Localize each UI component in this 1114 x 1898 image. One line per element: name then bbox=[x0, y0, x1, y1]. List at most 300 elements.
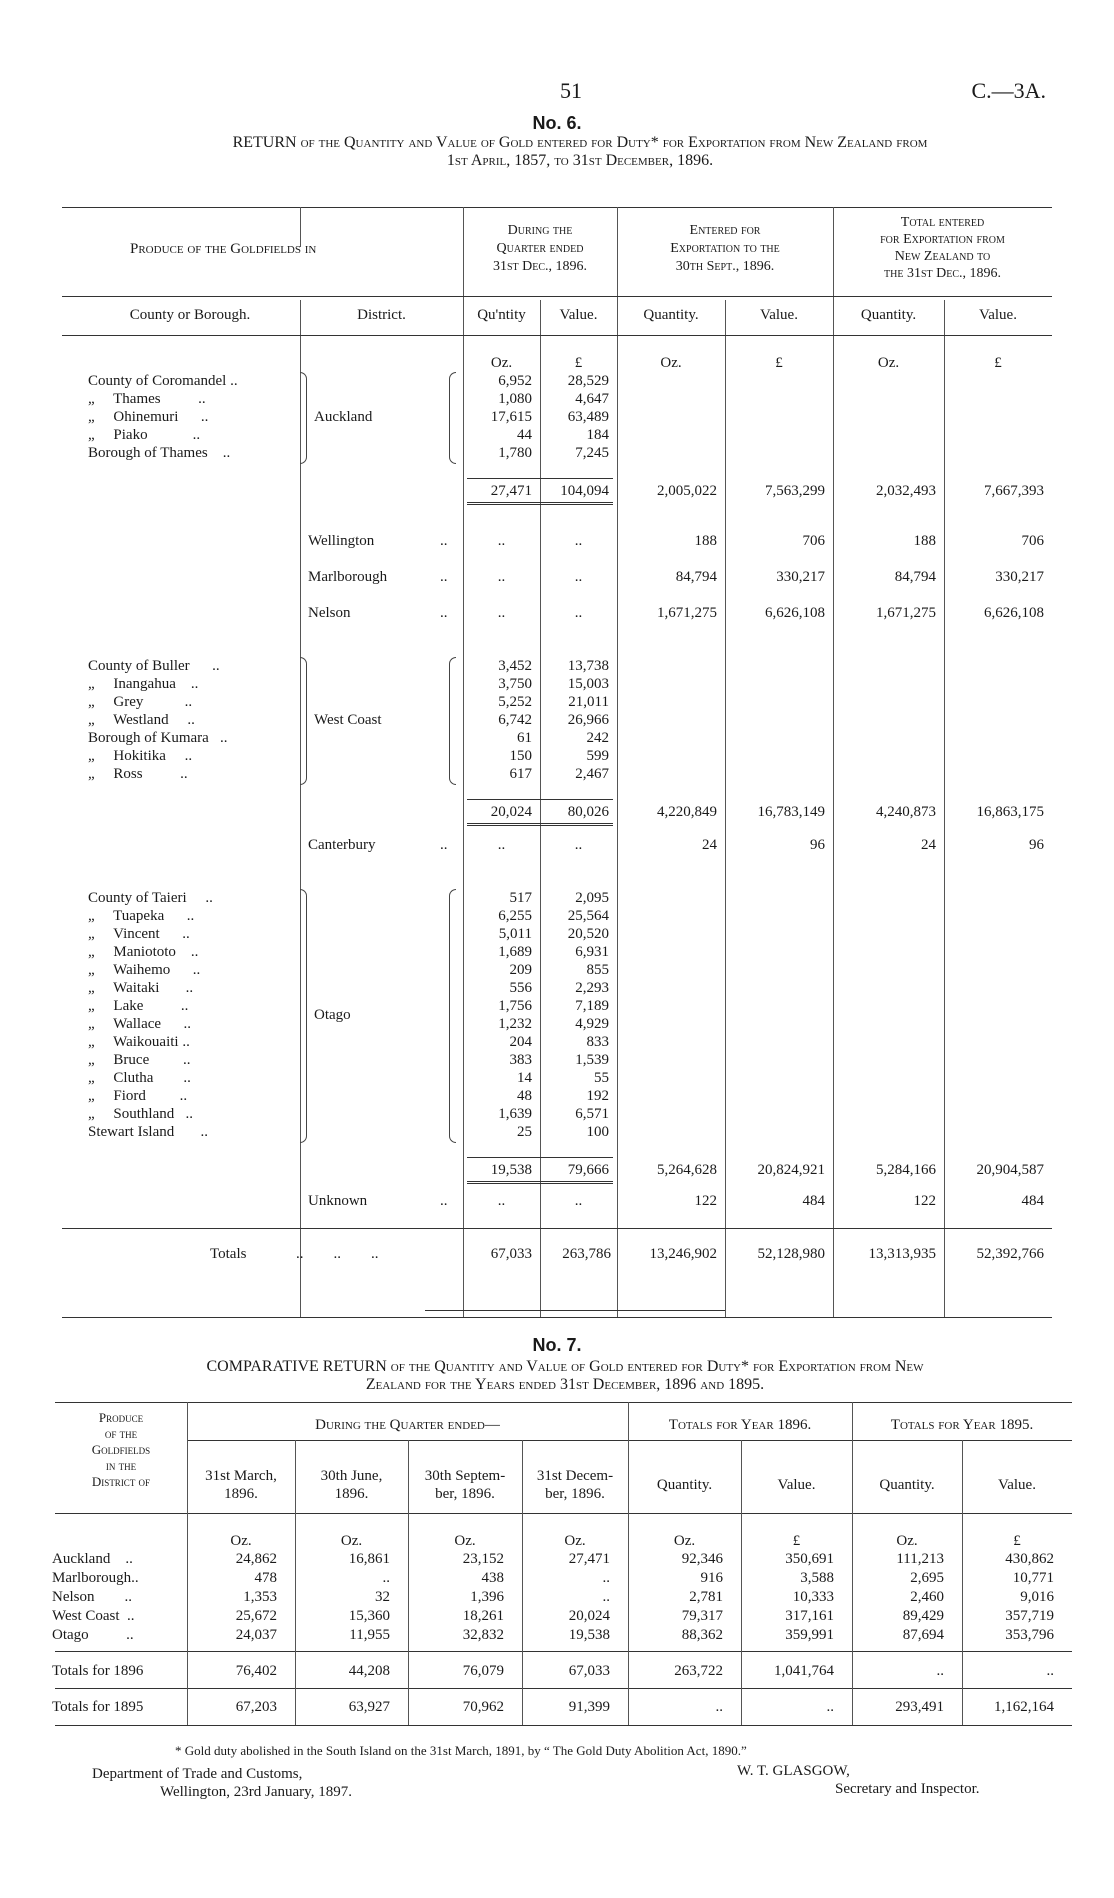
unit-label: £ bbox=[792, 1533, 801, 1549]
quantity-value: 61 bbox=[517, 730, 532, 746]
column-rule bbox=[833, 207, 834, 1317]
data-value: 23,152 bbox=[462, 1551, 504, 1567]
totals-rule bbox=[62, 1228, 1052, 1229]
totals-1895-value: .. bbox=[715, 1699, 723, 1715]
total-quantity: 188 bbox=[913, 533, 936, 549]
entered-value: 7,563,299 bbox=[765, 483, 825, 499]
header-produce: Produce bbox=[98, 1410, 144, 1425]
county-name: County of Taieri .. bbox=[88, 890, 213, 906]
total-value: 16,863,175 bbox=[976, 804, 1044, 820]
leader-dots: .. bbox=[440, 1193, 448, 1209]
district-name: Nelson .. bbox=[52, 1589, 132, 1605]
table7-subtitle-2: Zealand for the Years ended 31st December, 1896 and 1895. bbox=[365, 1376, 765, 1393]
unit-label: Oz. bbox=[564, 1533, 586, 1549]
district-name: Marlborough.. bbox=[52, 1570, 139, 1586]
data-value: 15,360 bbox=[348, 1608, 390, 1624]
total-quantity: 2,032,493 bbox=[876, 483, 936, 499]
entered-quantity: 4,220,849 bbox=[657, 804, 717, 820]
signatory-name: W. T. GLASGOW, bbox=[737, 1763, 850, 1779]
brace-left bbox=[449, 889, 456, 1143]
district-name: Otago bbox=[314, 1007, 351, 1023]
unit-label: £ bbox=[775, 355, 783, 371]
totals-1896-label: Totals for 1896 bbox=[52, 1663, 144, 1679]
value-amount: 242 bbox=[586, 730, 609, 746]
quantity-value: 48 bbox=[517, 1088, 532, 1104]
value-amount: 25,564 bbox=[567, 908, 609, 924]
header-quarter: Quarter ended bbox=[496, 241, 584, 256]
leader-dots: .. bbox=[440, 533, 448, 549]
data-value: 20,024 bbox=[568, 1608, 610, 1624]
value-amount: 20,520 bbox=[567, 926, 609, 942]
county-name: Borough of Kumara .. bbox=[88, 730, 228, 746]
leader-dots: .. bbox=[440, 569, 448, 585]
quantity-value: 1,080 bbox=[498, 391, 532, 407]
header-produce: District of bbox=[91, 1474, 151, 1489]
county-name: „ Clutha .. bbox=[88, 1070, 191, 1086]
quantity-value: 17,615 bbox=[490, 409, 532, 425]
leader-dots: .. .. .. bbox=[296, 1246, 379, 1262]
county-name: „ Wallace .. bbox=[88, 1016, 192, 1032]
header-quarter-date: 31st Decem- bbox=[536, 1468, 614, 1484]
empty-dots: .. bbox=[497, 533, 506, 549]
unit-label: Oz. bbox=[877, 355, 900, 371]
district-name: Marlborough bbox=[308, 569, 388, 585]
header-county: County or Borough. bbox=[129, 307, 251, 323]
value-amount: 2,095 bbox=[575, 890, 609, 906]
totals-1896-value: .. bbox=[936, 1663, 944, 1679]
value-amount: 833 bbox=[586, 1034, 609, 1050]
entered-value: 16,783,149 bbox=[757, 804, 825, 820]
value-amount: 2,467 bbox=[575, 766, 609, 782]
brace-left bbox=[449, 657, 456, 785]
data-value: 357,719 bbox=[1005, 1608, 1054, 1624]
quantity-value: 204 bbox=[509, 1034, 532, 1050]
header-entered: 30th Sept., 1896. bbox=[675, 259, 775, 274]
county-name: „ Southland .. bbox=[88, 1106, 193, 1122]
header-entered: Exportation to the bbox=[670, 241, 780, 256]
data-value: 87,694 bbox=[902, 1627, 944, 1643]
total-value: 330,217 bbox=[995, 569, 1044, 585]
district-name: Unknown bbox=[308, 1193, 368, 1209]
leader-dots: .. bbox=[440, 605, 448, 621]
data-value: 438 bbox=[481, 1570, 504, 1586]
table6-header-rule bbox=[62, 296, 1052, 297]
header-value: Value. bbox=[777, 1477, 816, 1493]
subtotal-quantity: 19,538 bbox=[490, 1162, 532, 1178]
header-value: Value. bbox=[559, 307, 598, 323]
header-quantity: Quantity. bbox=[879, 1477, 935, 1493]
quantity-value: 556 bbox=[509, 980, 532, 996]
data-value: 430,862 bbox=[1005, 1551, 1054, 1567]
data-value: 27,471 bbox=[568, 1551, 610, 1567]
totals-1895-value: 63,927 bbox=[348, 1699, 390, 1715]
value-amount: 13,738 bbox=[567, 658, 609, 674]
value-amount: 7,189 bbox=[575, 998, 609, 1014]
value-amount: 4,929 bbox=[575, 1016, 609, 1032]
header-quarter-date: ber, 1896. bbox=[545, 1486, 605, 1502]
totals-1895-value: .. bbox=[826, 1699, 834, 1715]
county-name: „ Inangahua .. bbox=[88, 676, 199, 692]
data-value: 11,955 bbox=[349, 1627, 390, 1643]
document-code: C.—3A. bbox=[971, 78, 1046, 103]
header-quarter: During the Quarter ended— bbox=[315, 1417, 500, 1433]
quantity-value: 6,742 bbox=[498, 712, 532, 728]
quantity-value: 6,952 bbox=[498, 373, 532, 389]
table7-header-rule bbox=[55, 1513, 1072, 1514]
value-amount: 855 bbox=[586, 962, 609, 978]
header-value: Value. bbox=[760, 307, 798, 323]
data-value: 18,261 bbox=[462, 1608, 504, 1624]
district-name: Auckland bbox=[314, 409, 373, 425]
county-name: „ Waihemo .. bbox=[88, 962, 201, 978]
entered-value: 96 bbox=[810, 837, 825, 853]
value-amount: 184 bbox=[586, 427, 609, 443]
table7-title: No. 7. bbox=[532, 1335, 582, 1355]
data-value: 353,796 bbox=[1005, 1627, 1054, 1643]
table6-subtitle: RETURN of the Quantity and Value of Gold entered for Duty* for Exportation from New Zealand from bbox=[232, 134, 928, 151]
totals-1896-value: .. bbox=[1046, 1663, 1054, 1679]
unit-label: £ bbox=[574, 355, 583, 371]
total-value: 484 bbox=[1021, 1193, 1044, 1209]
county-name: „ Lake .. bbox=[88, 998, 189, 1014]
quantity-value: 14 bbox=[517, 1070, 532, 1086]
header-quarter-date: 31st March, bbox=[205, 1468, 277, 1484]
data-value: 24,862 bbox=[235, 1551, 277, 1567]
header-totals-1896: Totals for Year 1896. bbox=[668, 1417, 812, 1433]
total-quantity: 1,671,275 bbox=[876, 605, 936, 621]
header-quantity: Quantity. bbox=[643, 307, 699, 323]
unit-label: Oz. bbox=[673, 1533, 696, 1549]
header-value: Value. bbox=[998, 1477, 1036, 1493]
subtotal-rule bbox=[467, 1157, 613, 1158]
quantity-value: 1,756 bbox=[498, 998, 532, 1014]
district-name: Otago .. bbox=[52, 1627, 134, 1643]
district-name: West Coast .. bbox=[52, 1608, 135, 1624]
totals-1896-value: 263,722 bbox=[674, 1663, 723, 1679]
entered-value: 20,824,921 bbox=[757, 1162, 825, 1178]
value-amount: 26,966 bbox=[567, 712, 609, 728]
value-amount: 2,293 bbox=[575, 980, 609, 996]
totals-1896-value: 44,208 bbox=[348, 1663, 390, 1679]
subtotal-value: 79,666 bbox=[567, 1162, 609, 1178]
district-name: Auckland .. bbox=[52, 1551, 133, 1567]
signatory-title: Secretary and Inspector. bbox=[835, 1781, 980, 1797]
totals-entered-value: 52,128,980 bbox=[757, 1246, 825, 1262]
header-quarter-date: 1896. bbox=[224, 1486, 258, 1502]
table7-totals-rule bbox=[55, 1651, 1072, 1652]
column-rule bbox=[617, 207, 618, 1317]
header-value: Value. bbox=[979, 307, 1017, 323]
totals-1895-value: 1,162,164 bbox=[994, 1699, 1054, 1715]
data-value: 2,695 bbox=[910, 1570, 944, 1586]
data-value: 111,213 bbox=[896, 1551, 944, 1567]
value-amount: 7,245 bbox=[575, 445, 609, 461]
totals-1895-value: 91,399 bbox=[568, 1699, 610, 1715]
header-total: for Exportation from bbox=[880, 232, 1005, 247]
quantity-value: 517 bbox=[509, 890, 532, 906]
data-value: 3,588 bbox=[800, 1570, 834, 1586]
unit-label: £ bbox=[1013, 1533, 1021, 1549]
entered-quantity: 2,005,022 bbox=[657, 483, 717, 499]
data-value: 32,832 bbox=[462, 1627, 504, 1643]
data-value: 478 bbox=[254, 1570, 277, 1586]
totals-value: 263,786 bbox=[562, 1246, 611, 1262]
total-value: 20,904,587 bbox=[976, 1162, 1044, 1178]
subtotal-quantity: 27,471 bbox=[490, 483, 532, 499]
value-amount: 63,489 bbox=[567, 409, 609, 425]
empty-dots: .. bbox=[574, 837, 583, 853]
value-amount: 100 bbox=[586, 1124, 609, 1140]
county-name: Stewart Island .. bbox=[88, 1124, 208, 1140]
quantity-value: 1,639 bbox=[498, 1106, 532, 1122]
empty-dots: .. bbox=[497, 605, 506, 621]
total-quantity: 4,240,873 bbox=[876, 804, 936, 820]
data-value: 79,317 bbox=[681, 1608, 723, 1624]
entered-quantity: 188 bbox=[694, 533, 717, 549]
entered-value: 484 bbox=[802, 1193, 825, 1209]
page-number: 51 bbox=[560, 78, 582, 103]
unit-label: Oz. bbox=[454, 1533, 476, 1549]
totals-1896-value: 76,402 bbox=[235, 1663, 277, 1679]
district-name: Wellington bbox=[308, 533, 375, 549]
header-total: the 31st Dec., 1896. bbox=[884, 266, 1001, 281]
header-produce: Goldfields bbox=[91, 1442, 151, 1457]
quantity-value: 150 bbox=[509, 748, 532, 764]
header-quarter: During the bbox=[507, 223, 573, 238]
unit-label: £ bbox=[994, 355, 1002, 371]
quantity-value: 1,780 bbox=[498, 445, 532, 461]
value-amount: 21,011 bbox=[568, 694, 609, 710]
value-amount: 6,931 bbox=[575, 944, 609, 960]
data-value: 359,991 bbox=[785, 1627, 834, 1643]
separator-rule bbox=[425, 1310, 725, 1311]
header-produce: Produce of the Goldfields in bbox=[130, 241, 317, 257]
county-name: „ Maniototo .. bbox=[88, 944, 199, 960]
header-entered: Entered for bbox=[689, 223, 761, 238]
data-value: 19,538 bbox=[568, 1627, 610, 1643]
quantity-value: 383 bbox=[509, 1052, 532, 1068]
header-quantity: Quantity. bbox=[860, 307, 917, 323]
county-name: „ Grey .. bbox=[88, 694, 193, 710]
entered-quantity: 24 bbox=[702, 837, 717, 853]
header-quarter: 31st Dec., 1896. bbox=[492, 259, 588, 274]
unit-label: Oz. bbox=[490, 355, 513, 371]
brace-right bbox=[300, 657, 307, 785]
subtotal-quantity: 20,024 bbox=[490, 804, 532, 820]
table7-totals-rule bbox=[55, 1688, 1072, 1689]
quantity-value: 5,011 bbox=[498, 926, 532, 942]
data-value: 350,691 bbox=[785, 1551, 834, 1567]
data-value: 1,396 bbox=[470, 1589, 504, 1605]
entered-quantity: 5,264,628 bbox=[657, 1162, 717, 1178]
value-amount: 192 bbox=[586, 1088, 609, 1104]
unit-label: Oz. bbox=[340, 1533, 363, 1549]
county-name: „ Ohinemuri .. bbox=[88, 409, 209, 425]
table6-bottom-rule bbox=[62, 1317, 1052, 1318]
table7-subtitle: COMPARATIVE RETURN of the Quantity and Value of Gold entered for Duty* for Exportation from New bbox=[206, 1358, 924, 1375]
total-value: 96 bbox=[1029, 837, 1044, 853]
district-name: Nelson bbox=[308, 605, 351, 621]
total-quantity: 24 bbox=[921, 837, 936, 853]
empty-dots: .. bbox=[574, 533, 583, 549]
department-location: Wellington, 23rd January, 1897. bbox=[160, 1784, 352, 1800]
totals-label: Totals bbox=[210, 1246, 247, 1262]
data-value: 88,362 bbox=[681, 1627, 723, 1643]
data-value: 916 bbox=[700, 1570, 723, 1586]
value-amount: 15,003 bbox=[567, 676, 609, 692]
table6-top-rule bbox=[62, 207, 1052, 208]
table6-title: No. 6. bbox=[532, 113, 582, 133]
county-name: „ Thames .. bbox=[88, 391, 206, 407]
county-name: „ Fiord .. bbox=[88, 1088, 188, 1104]
subtotal-rule bbox=[467, 478, 613, 479]
totals-quantity: 67,033 bbox=[490, 1246, 532, 1262]
table7-group-rule bbox=[628, 1440, 1072, 1441]
table6-units-rule bbox=[62, 335, 1052, 336]
header-total: Total entered bbox=[900, 215, 985, 230]
quantity-value: 25 bbox=[517, 1124, 532, 1140]
value-amount: 55 bbox=[594, 1070, 609, 1086]
totals-1895-value: 67,203 bbox=[235, 1699, 277, 1715]
header-total: New Zealand to bbox=[894, 249, 991, 264]
district-name: Canterbury bbox=[308, 837, 376, 853]
county-name: „ Waitaki .. bbox=[88, 980, 194, 996]
header-district: District. bbox=[357, 307, 406, 323]
totals-entered-quantity: 13,246,902 bbox=[649, 1246, 717, 1262]
totals-total-quantity: 13,313,935 bbox=[868, 1246, 936, 1262]
empty-dots: .. bbox=[497, 1193, 506, 1209]
data-value: 32 bbox=[375, 1589, 390, 1605]
header-quantity: Quantity. bbox=[656, 1477, 713, 1493]
data-value: .. bbox=[382, 1570, 390, 1586]
county-name: „ Vincent .. bbox=[88, 926, 190, 942]
quantity-value: 1,232 bbox=[498, 1016, 532, 1032]
quantity-value: 617 bbox=[509, 766, 532, 782]
county-name: „ Westland .. bbox=[88, 712, 195, 728]
data-value: 24,037 bbox=[235, 1627, 277, 1643]
data-value: 2,781 bbox=[689, 1589, 723, 1605]
data-value: 9,016 bbox=[1020, 1589, 1054, 1605]
subtotal-value: 104,094 bbox=[560, 483, 609, 499]
subtotal-value: 80,026 bbox=[567, 804, 609, 820]
department-name: Department of Trade and Customs, bbox=[92, 1766, 303, 1782]
empty-dots: .. bbox=[497, 569, 506, 585]
value-amount: 28,529 bbox=[567, 373, 609, 389]
entered-value: 706 bbox=[802, 533, 825, 549]
quantity-value: 6,255 bbox=[498, 908, 532, 924]
quantity-value: 209 bbox=[509, 962, 532, 978]
entered-quantity: 122 bbox=[694, 1193, 717, 1209]
empty-dots: .. bbox=[574, 605, 583, 621]
county-name: County of Buller .. bbox=[88, 658, 220, 674]
header-quarter-date: 1896. bbox=[334, 1486, 369, 1502]
subtotal-rule bbox=[467, 799, 613, 800]
total-quantity: 84,794 bbox=[894, 569, 936, 585]
entered-value: 6,626,108 bbox=[765, 605, 825, 621]
header-quarter-date: ber, 1896. bbox=[435, 1486, 495, 1502]
totals-1895-value: 70,962 bbox=[462, 1699, 504, 1715]
unit-label: Oz. bbox=[896, 1533, 918, 1549]
value-amount: 4,647 bbox=[575, 391, 609, 407]
total-value: 706 bbox=[1021, 533, 1044, 549]
county-name: Borough of Thames .. bbox=[88, 445, 231, 461]
brace-right bbox=[300, 372, 307, 464]
table7-top-rule bbox=[55, 1402, 1072, 1403]
brace-right bbox=[300, 889, 307, 1143]
quantity-value: 5,252 bbox=[498, 694, 532, 710]
total-quantity: 5,284,166 bbox=[876, 1162, 936, 1178]
value-amount: 599 bbox=[586, 748, 609, 764]
data-value: 92,346 bbox=[681, 1551, 723, 1567]
totals-1896-value: 76,079 bbox=[462, 1663, 504, 1679]
header-quarter-date: 30th June, bbox=[320, 1468, 383, 1484]
subtotal-double-rule bbox=[467, 823, 613, 826]
totals-1895-value: 293,491 bbox=[895, 1699, 944, 1715]
entered-quantity: 1,671,275 bbox=[657, 605, 717, 621]
data-value: 1,353 bbox=[243, 1589, 277, 1605]
entered-quantity: 84,794 bbox=[675, 569, 717, 585]
brace-left bbox=[449, 372, 456, 464]
total-value: 6,626,108 bbox=[984, 605, 1044, 621]
county-name: „ Bruce .. bbox=[88, 1052, 191, 1068]
table7-bottom-rule bbox=[55, 1725, 1072, 1726]
entered-value: 330,217 bbox=[776, 569, 825, 585]
subtotal-double-rule bbox=[467, 502, 613, 505]
header-produce: in the bbox=[105, 1458, 137, 1473]
data-value: 89,429 bbox=[902, 1608, 944, 1624]
value-amount: 6,571 bbox=[575, 1106, 609, 1122]
unit-label: Oz. bbox=[660, 355, 682, 371]
county-name: „ Waikouaiti .. bbox=[88, 1034, 190, 1050]
header-totals-1895: Totals for Year 1895. bbox=[890, 1417, 1034, 1433]
district-name: West Coast bbox=[314, 712, 382, 728]
totals-1896-value: 1,041,764 bbox=[774, 1663, 834, 1679]
quantity-value: 3,750 bbox=[498, 676, 532, 692]
county-name: „ Tuapeka .. bbox=[88, 908, 195, 924]
data-value: .. bbox=[602, 1570, 610, 1586]
value-amount: 1,539 bbox=[575, 1052, 609, 1068]
leader-dots: .. bbox=[440, 837, 448, 853]
quantity-value: 1,689 bbox=[498, 944, 532, 960]
unit-label: Oz. bbox=[230, 1533, 252, 1549]
quantity-value: 3,452 bbox=[498, 658, 532, 674]
table6-subtitle-2: 1st April, 1857, to 31st December, 1896. bbox=[446, 152, 714, 169]
county-name: County of Coromandel .. bbox=[88, 373, 238, 389]
data-value: 16,861 bbox=[348, 1551, 390, 1567]
subtotal-double-rule bbox=[467, 1181, 613, 1184]
total-value: 7,667,393 bbox=[984, 483, 1044, 499]
header-quarter-date: 30th Septem- bbox=[424, 1468, 506, 1484]
totals-total-value: 52,392,766 bbox=[976, 1246, 1044, 1262]
data-value: 10,771 bbox=[1012, 1570, 1054, 1586]
data-value: .. bbox=[602, 1589, 610, 1605]
quantity-value: 44 bbox=[517, 427, 532, 443]
empty-dots: .. bbox=[574, 1193, 583, 1209]
empty-dots: .. bbox=[574, 569, 583, 585]
total-quantity: 122 bbox=[913, 1193, 936, 1209]
data-value: 317,161 bbox=[785, 1608, 834, 1624]
empty-dots: .. bbox=[497, 837, 506, 853]
footnote: * Gold duty abolished in the South Island on the 31st March, 1891, by “ The Gold Duty Abolition Act, 1890.” bbox=[175, 1743, 747, 1758]
totals-1896-value: 67,033 bbox=[568, 1663, 610, 1679]
county-name: „ Ross .. bbox=[88, 766, 188, 782]
header-produce: of the bbox=[104, 1426, 138, 1441]
data-value: 2,460 bbox=[910, 1589, 944, 1605]
header-quantity: Qu'ntity bbox=[477, 307, 526, 323]
data-value: 10,333 bbox=[792, 1589, 834, 1605]
totals-1895-label: Totals for 1895 bbox=[52, 1699, 144, 1715]
data-value: 25,672 bbox=[235, 1608, 277, 1624]
